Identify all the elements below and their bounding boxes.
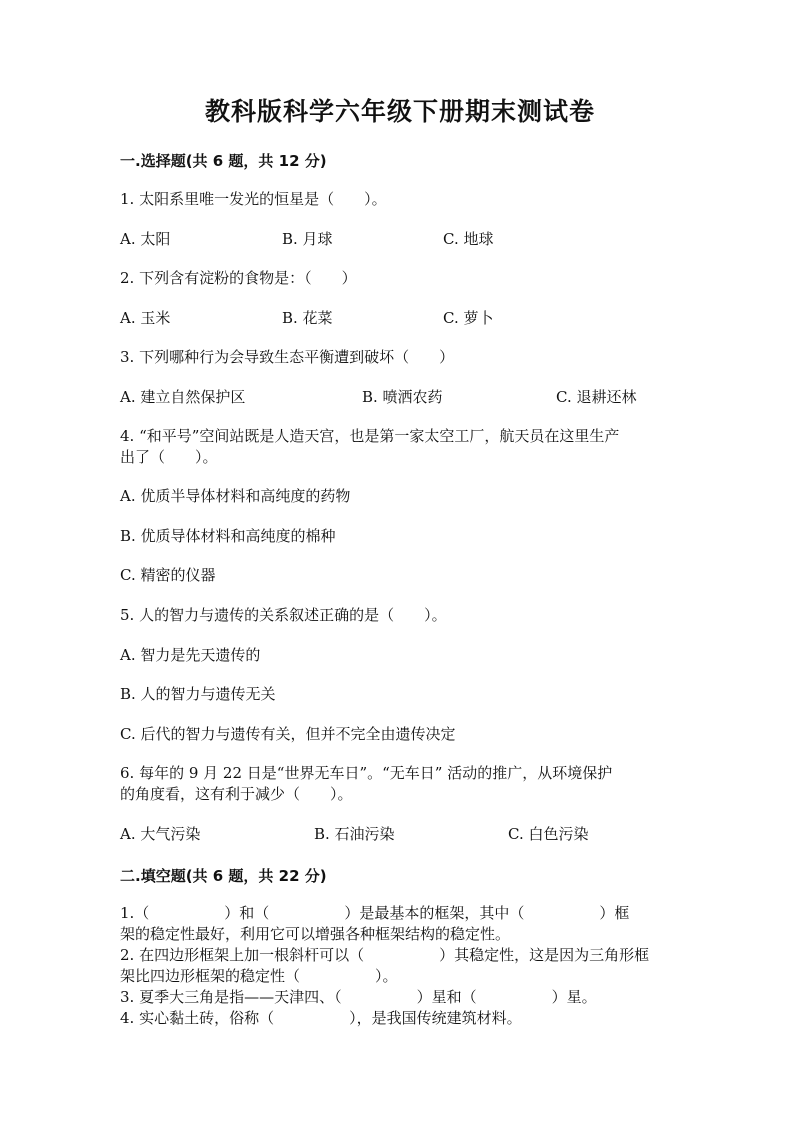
question-5-stem: 5. 人的智力与遗传的关系叙述正确的是（ ）。 (120, 606, 447, 624)
fill-line: 架的稳定性最好，利用它可以增强各种框架结构的稳定性。 (120, 925, 511, 943)
question-4-option-c: C. 精密的仪器 (120, 566, 216, 584)
question-4-stem-line-2: 出了（ ）。 (120, 448, 218, 466)
section-heading-fill: 二.填空题(共 6 题，共 22 分) (120, 867, 327, 885)
question-4-option-a: A. 优质半导体材料和高纯度的药物 (120, 487, 351, 505)
question-3-stem: 3. 下列哪种行为会导致生态平衡遭到破坏（ ） (120, 348, 455, 366)
section-heading-choice: 一.选择题(共 6 题，共 12 分) (120, 152, 327, 170)
option-c: C. 地球 (443, 230, 494, 248)
option-a: A. 建立自然保护区 (120, 388, 246, 406)
option-a: A. 大气污染 (120, 825, 201, 843)
option-a: A. 太阳 (120, 230, 171, 248)
option-b: B. 喷洒农药 (362, 388, 443, 406)
question-4-stem-line-1: 4. “和平号”空间站既是人造天宫，也是第一家太空工厂，航天员在这里生产 (120, 427, 620, 445)
question-4-stem (120, 426, 678, 468)
page-title: 教科版科学六年级下册期末测试卷 (204, 97, 595, 126)
option-b: B. 石油污染 (314, 825, 395, 843)
fill-line: 架比四边形框架的稳定性（ ）。 (120, 967, 398, 985)
option-c: C. 白色污染 (508, 825, 589, 843)
fill-line: 3. 夏季大三角是指——天津四、（ ）星和（ ）星。 (120, 988, 597, 1006)
option-c: C. 萝卜 (443, 309, 494, 327)
option-b: B. 月球 (282, 230, 333, 248)
question-5-option-a: A. 智力是先天遗传的 (120, 646, 261, 664)
question-4-option-b: B. 优质导体材料和高纯度的棉种 (120, 527, 336, 545)
question-5-option-b: B. 人的智力与遗传无关 (120, 685, 276, 703)
question-5-option-c: C. 后代的智力与遗传有关，但并不完全由遗传决定 (120, 725, 456, 743)
option-c: C. 退耕还林 (556, 388, 637, 406)
question-6-stem-line-2: 的角度看，这有利于减少（ ）。 (120, 785, 353, 803)
question-2-stem: 2. 下列含有淀粉的食物是：（ ） (120, 269, 357, 287)
fill-in-questions (120, 903, 678, 1029)
option-b: B. 花菜 (282, 309, 333, 327)
option-a: A. 玉米 (120, 309, 171, 327)
fill-line: 4. 实心黏土砖，俗称（ ），是我国传统建筑材料。 (120, 1009, 522, 1027)
fill-line: 1.（ ）和（ ）是最基本的框架，其中（ ）框 (120, 904, 630, 922)
question-1-stem: 1. 太阳系里唯一发光的恒星是（ ）。 (120, 190, 387, 208)
question-6-stem (120, 763, 678, 805)
fill-line: 2. 在四边形框架上加一根斜杆可以（ ）其稳定性，这是因为三角形框 (120, 946, 650, 964)
question-6-stem-line-1: 6. 每年的 9 月 22 日是“世界无车日”。“无车日” 活动的推广，从环境保护 (120, 764, 613, 782)
